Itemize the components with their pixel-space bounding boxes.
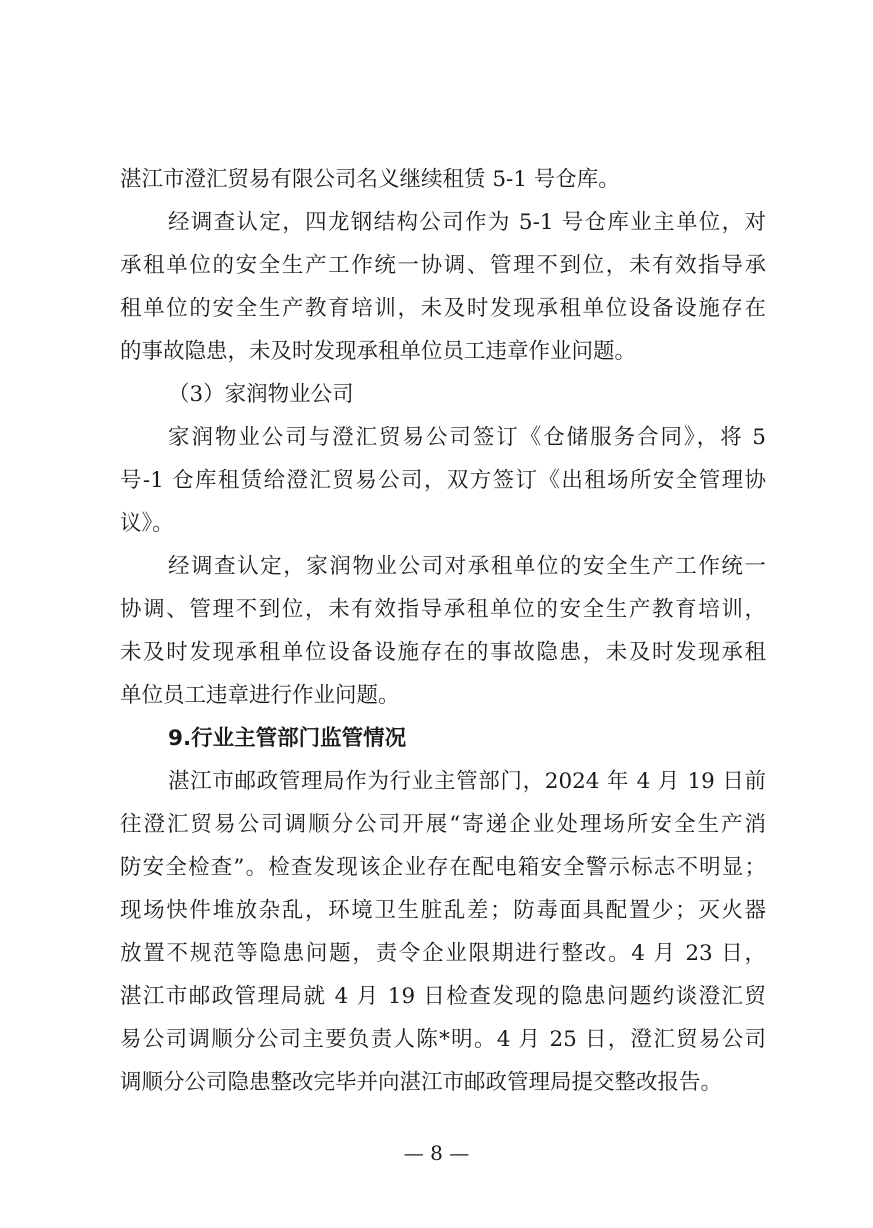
document-body <box>120 158 766 1104</box>
paragraph-line: 未及时发现承租单位设备设施存在的事故隐患，未及时发现承租 <box>120 640 766 665</box>
paragraph-line: 湛江市澄汇贸易有限公司名义继续租赁 5-1 号仓库。 <box>120 167 620 192</box>
paragraph-line: 防安全检查”。检查发现该企业存在配电箱安全警示标志不明显； <box>120 855 766 880</box>
paragraph-line: 单位员工违章进行作业问题。 <box>120 683 400 708</box>
paragraph-line: 调顺分公司隐患整改完毕并向湛江市邮政管理局提交整改报告。 <box>120 1070 723 1095</box>
paragraph-line: 租单位的安全生产教育培训，未及时发现承租单位设备设施存在 <box>120 296 766 321</box>
paragraph-line: 经调查认定，四龙钢结构公司作为 5-1 号仓库业主单位，对 <box>168 210 766 235</box>
paragraph-line: 湛江市邮政管理局作为行业主管部门，2024 年 4 月 19 日前 <box>168 769 766 794</box>
page-number: — 8 — <box>403 1141 470 1165</box>
section-subheading: （3）家润物业公司 <box>168 382 354 407</box>
paragraph-line: 往澄汇贸易公司调顺分公司开展“寄递企业处理场所安全生产消 <box>120 812 766 837</box>
paragraph-line: 易公司调顺分公司主要负责人陈*明。4 月 25 日，澄汇贸易公司 <box>120 1027 766 1052</box>
paragraph-line: 的事故隐患，未及时发现承租单位员工违章作业问题。 <box>120 339 637 364</box>
paragraph-line: 湛江市邮政管理局就 4 月 19 日检查发现的隐患问题约谈澄汇贸 <box>120 984 766 1009</box>
section-heading: 9.行业主管部门监管情况 <box>168 726 407 751</box>
paragraph-line: 承租单位的安全生产工作统一协调、管理不到位，未有效指导承 <box>120 253 766 278</box>
paragraph-line: 号-1 仓库租赁给澄汇贸易公司，双方签订《出租场所安全管理协 <box>120 468 766 493</box>
paragraph-line: 放置不规范等隐患问题，责令企业限期进行整改。4 月 23 日， <box>120 941 766 966</box>
paragraph-line: 协调、管理不到位，未有效指导承租单位的安全生产教育培训， <box>120 597 766 622</box>
paragraph-line: 家润物业公司与澄汇贸易公司签订《仓储服务合同》，将 5 <box>168 425 766 450</box>
paragraph-line: 议》。 <box>120 511 174 536</box>
paragraph-line: 现场快件堆放杂乱，环境卫生脏乱差；防毒面具配置少；灭火器 <box>120 898 766 923</box>
paragraph-line: 经调查认定，家润物业公司对承租单位的安全生产工作统一 <box>168 554 766 579</box>
